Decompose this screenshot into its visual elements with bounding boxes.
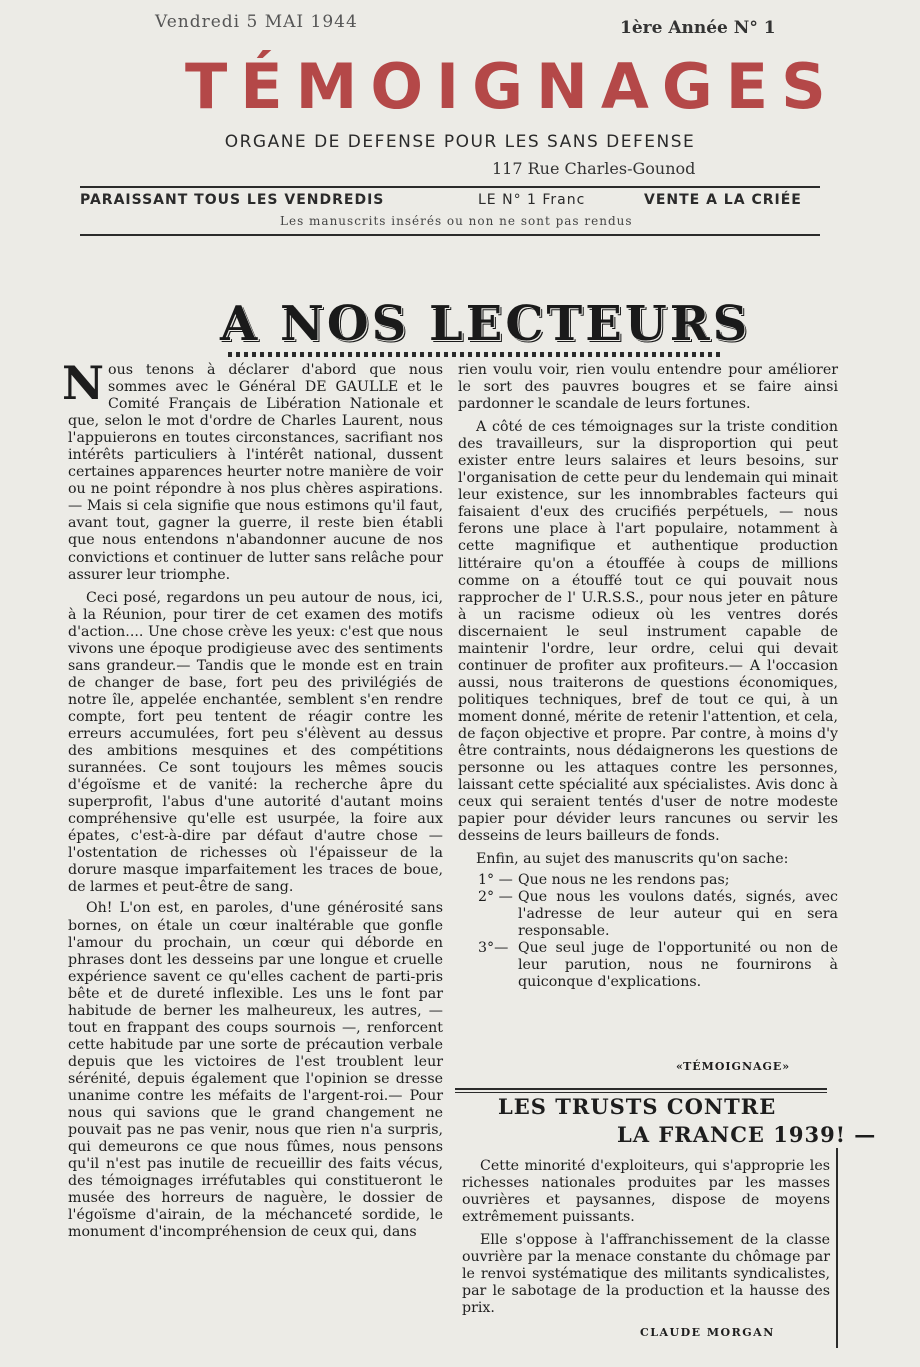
article-title-line2: LA FRANCE 1939! — <box>617 1122 877 1147</box>
drop-cap: N <box>62 356 105 410</box>
editorial-paragraph: rien voulu voir, rien voulu entendre pour améliorer le sort des pauvres bougres et se faire ainsi pardonner le scandale de leurs fortunes. <box>458 362 838 413</box>
issue-date: Vendredi 5 MAI 1944 <box>155 12 358 32</box>
article2-body <box>462 1158 830 1317</box>
manuscripts-notice: Les manuscrits insérés ou non ne sont pas rendus <box>280 214 633 228</box>
newspaper-subtitle: ORGANE DE DEFENSE POUR LES SANS DEFENSE <box>224 132 696 152</box>
editorial-paragraph: A côté de ces témoignages sur la triste condition des travailleurs, sur la disproportion qui peut exister entre leurs salaires et leurs besoins, sur l'organisation de cette peur du lendemain qui minait leur existence, sur les innombrables facteurs qui faisaient d'eux des crucifiés perpétuels, — nous ferons une place à l'art populaire, notamment à cette magnifique et authentique production littéraire qu'on a étouffée à coups de millions comme on a étouffé tout ce qui pouvait nous rapprocher de l' U.R.S.S., pour nous jeter en pâture à un racisme odieux où les ventres dorés discernaient le seul instrument capable de maintenir l'ordre, leur ordre, celui qui devait continuer de profiter aux profiteurs.— A l'occasion aussi, nous traiterons de questions économiques, politiques techniques, bref de tout ce qui, à un moment donné, mérite de retenir l'attention, et cela, de façon objective et propre. Par contre, à moins d'y être contraints, nous dédaignerons les questions de personne ou les attaques contre les personnes, laissant cette spécialité aux spécialistes. Avis donc à ceux qui seraient tentés d'user de notre modeste papier pour dévider leurs rancunes ou servir les desseins de leurs bailleurs de fonds. <box>458 419 838 845</box>
masthead-bottom-rule <box>80 234 820 236</box>
article-box-rule <box>836 1148 838 1348</box>
article-separator-thin <box>455 1092 827 1093</box>
price: LE N° 1 Franc <box>478 192 586 208</box>
article-author: CLAUDE MORGAN <box>640 1326 775 1339</box>
article-title-line1: LES TRUSTS CONTRE <box>498 1094 777 1119</box>
editorial-paragraph: Ceci posé, regardons un peu autour de nous, ici, à la Réunion, pour tirer de cet examen des motifs d'action.... Une chose crève les yeux: c'est que nous vivons une époque prodigieuse avec des sentiments sans grandeur.— Tandis que le monde est en train de changer de base, fort peu des privilégiés de notre île, appelée enchantée, semblent s'en rendre compte, fort peu tentent de réagir contre les erreurs accumulées, fort peu s'élèvent au dessus des ambitions mesquines et des compétitions surannées. Ce sont toujours les mêmes soucis d'égoïsme et de vanité: la recherche âpre du superprofit, l'abus d'une autorité d'autant moins compréhensive qu'elle est usurpée, la foire aux épates, c'est-à-dire par défaut d'autre chose — l'ostentation de richesses où l'épaisseur de la dorure masque imparfaitement les traces de boue, de larmes et peut-être de sang. <box>68 589 443 896</box>
article-paragraph: Cette minorité d'exploiteurs, qui s'approprie les richesses nationales produites par les masses ouvrières et paysannes, dispose de moyens extrêmement puissants. <box>462 1158 830 1226</box>
masthead-top-rule <box>80 186 820 188</box>
editorial-paragraph: Nous tenons à déclarer d'abord que nous sommes avec le Général DE GAULLE et le Comité Français de Libération Nationale et que, selon le mot d'ordre de Charles Laurent, nous l'appuierons en toutes circonstances, sacrifiant nos intérêts particuliers à l'intérêt national, dussent certaines apparences heurter notre manière de voir ou ne point répondre à nos plus chères aspirations.— Mais si cela signifie que nous estimons qu'il faut, avant tout, gagner la guerre, il reste bien établi que nous entendons n'abandonner aucune de nos convictions et continuer de lutter sans relâche pour assurer leur triomphe. <box>62 356 443 583</box>
editorial-right-column <box>458 362 838 991</box>
editorial-paragraph: Oh! L'on est, en paroles, d'une générosité sans bornes, on étale un cœur inaltérable que gonfle l'amour du prochain, un cœur qui déborde en phrases dont les desseins par une longue et cruelle expérience savent ce qu'elles cachent de parti-pris bête et de dureté inflexible. Les uns le font par habitude de berner les malheureux, les autres, — tout en frappant des coups sournois —, renforcent cette habitude par une sorte de précaution verbale depuis que les victoires de l'est troublent leur sérénité, depuis également que l'opinion se dresse unanime contre les méfaits de l'argent-roi.— Pour nous qui savions que le grand changement ne pouvait pas ne pas venir, nous que rien n'a surpris, qui demeurons ce que nous fûmes, nous pensons qu'il n'est pas inutile de recueillir des faits vécus, des témoignages irréfutables qui constitueront le musée des horreurs de naguère, le dossier de l'égoïsme d'airain, de la méchanceté sordide, le monument d'incompréhension de ceux qui, dans <box>68 900 443 1241</box>
newspaper-address: 117 Rue Charles-Gounod <box>492 159 696 178</box>
list-item: 2° — Que nous les voulons datés, signés, avec l'adresse de leur auteur qui en sera responsable. <box>478 889 838 940</box>
list-item: 1° — Que nous ne les rendons pas; <box>478 872 730 889</box>
article-separator <box>455 1088 827 1090</box>
manuscripts-intro: Enfin, au sujet des manuscrits qu'on sache: <box>476 851 789 868</box>
editorial-left-column <box>62 356 443 1241</box>
newspaper-title: TÉMOIGNAGES <box>185 50 839 123</box>
editorial-headline: A NOS LECTEURS <box>220 296 751 352</box>
editorial-signature: «TÉMOIGNAGE» <box>676 1060 791 1073</box>
issue-number: 1ère Année N° 1 <box>620 18 776 38</box>
article-paragraph: Elle s'oppose à l'affranchissement de la classe ouvrière par la menace constante du chômage par le renvoi systématique des militants syndicalistes, par le sabotage de la production et la hausse des prix. <box>462 1232 830 1317</box>
manuscripts-list <box>458 872 838 991</box>
sale-notice: VENTE A LA CRIÉE <box>644 192 802 208</box>
headline-ornament <box>228 352 723 357</box>
list-item: 3°— Que seul juge de l'opportunité ou non de leur parution, nous ne fournirons à quiconque d'explications. <box>478 940 838 991</box>
publication-frequency: PARAISSANT TOUS LES VENDREDIS <box>80 192 385 208</box>
